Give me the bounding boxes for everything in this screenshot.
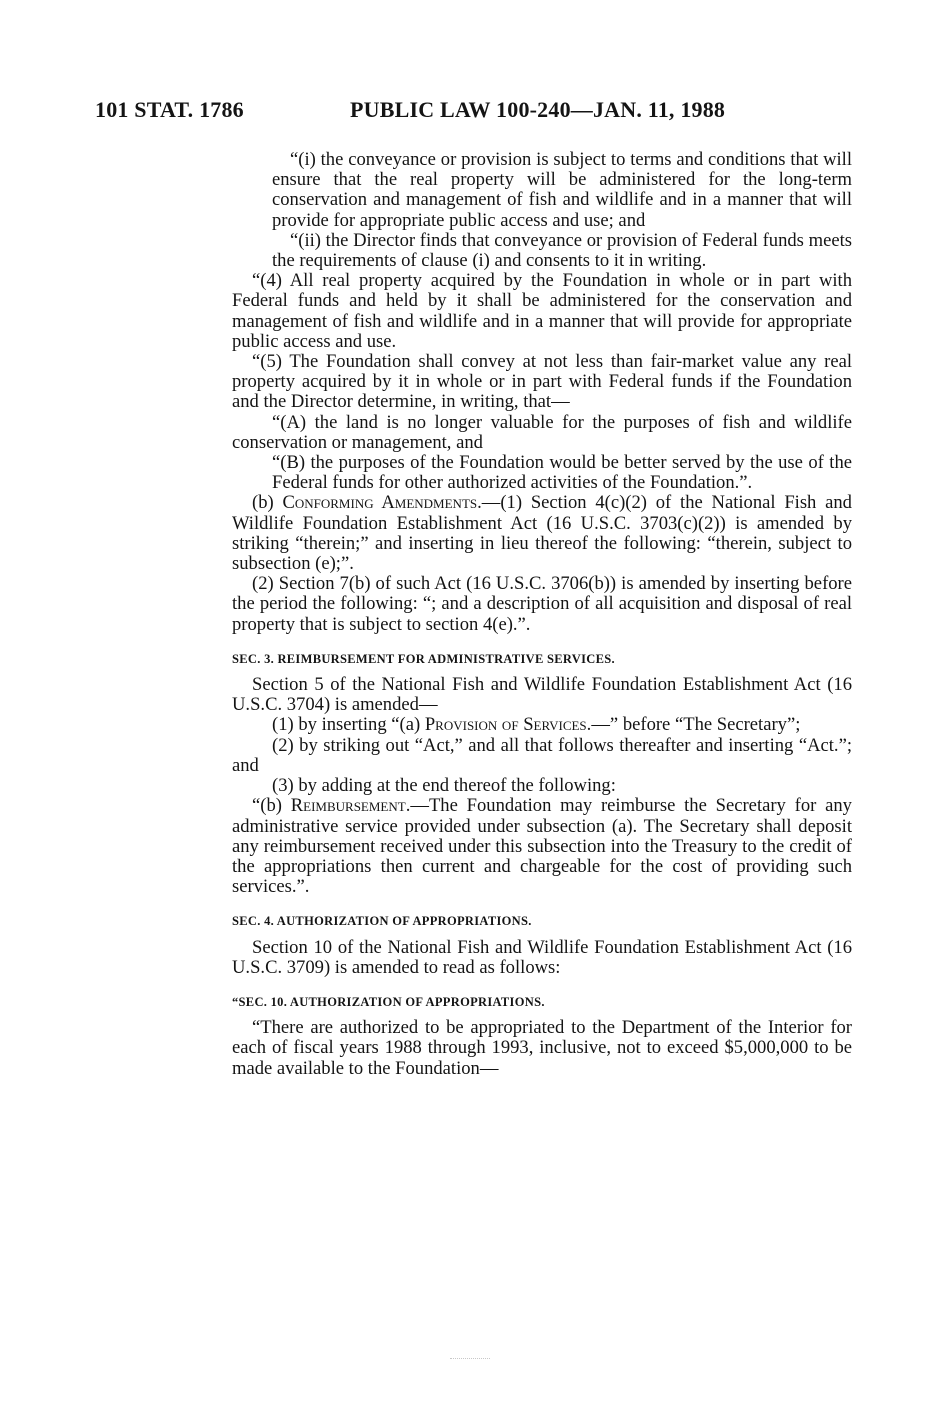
conforming-amendments-heading: Conforming Amendments. (282, 492, 482, 514)
reimbursement-text: —The Foundation may reimburse the Secretary for any administrative service provided under subsection (a). The Secretary shall deposit any reimbursement received under this subsection into the Treasury to the credit of the appropriations then current and chargeable for the cost of providing such services.”. (232, 795, 852, 898)
reimbursement-subsection (232, 796, 852, 897)
section-3-item-3: (3) by adding at the end thereof the following: (272, 775, 616, 797)
section-3-heading: SEC. 3. REIMBURSEMENT FOR ADMINISTRATIVE SERVICES. (232, 651, 615, 666)
section-10-heading: “SEC. 10. AUTHORIZATION OF APPROPRIATIONS. (232, 994, 545, 1009)
page-smudge-mark (450, 1358, 490, 1361)
conforming-amendments-1 (232, 493, 852, 574)
clause-i: “(i) the conveyance or provision is subject to terms and conditions that will ensure that the real property will be administered for the long-term conservation and management of fish and wildlife and in a manner that will provide for appropriate public access and use; and (272, 149, 852, 231)
paragraph-5: “(5) The Foundation shall convey at not less than fair-market value any real property acquired by it in whole or in part with Federal funds if the Foundation and the Director determine, in writing, that— (232, 351, 852, 413)
section-3-item-2: (2) by striking out “Act,” and all that follows thereafter and inserting “Act.”; and (232, 734, 852, 776)
conforming-amendments-2: (2) Section 7(b) of such Act (16 U.S.C. 3706(b)) is amended by inserting before the period the following: “; and a description of all acquisition and disposal of real property that is subject to section 4(e).”. (232, 573, 852, 635)
reimbursement-heading: Reimbursement. (290, 795, 411, 817)
page-header (95, 97, 750, 129)
section-4-intro: Section 10 of the National Fish and Wildlife Foundation Establishment Act (16 U.S.C. 3709) is amended to read as follows: (232, 936, 852, 978)
provision-of-services-heading: Provision of Services. (424, 714, 592, 736)
item-1-lead: (1) by inserting “(a) (272, 714, 425, 736)
section-3-intro: Section 5 of the National Fish and Wildlife Foundation Establishment Act (16 U.S.C. 3704) is amended— (232, 674, 852, 716)
conforming-amendments-text: —(1) Section 4(c)(2) of the National Fish and Wildlife Foundation Establishment Act (16 U.S.C. 3703(c)(2)) is amended by striking “therein;” and inserting in lieu thereof the following: “therein, subject to subsection (e);”. (232, 492, 852, 575)
subsection-b-label: (b) (252, 492, 283, 514)
section-10-text: “There are authorized to be appropriated to the Department of the Interior for each of fiscal years 1988 through 1993, inclusive, not to exceed $5,000,000 to be made available to the Foundation— (232, 1017, 852, 1079)
law-text-body (232, 150, 852, 1079)
section-3-item-1 (232, 715, 852, 735)
item-1-rest: —” before “The Secretary”; (591, 714, 801, 736)
subparagraph-b: “(B) the purposes of the Foundation would be better served by the use of the Federal funds for other authorized activities of the Foundation.”. (272, 452, 852, 494)
paragraph-4: “(4) All real property acquired by the Foundation in whole or in part with Federal funds and held by it shall be administered for the conservation and management of fish and wildlife and in a manner that will provide for appropriate public access and use. (232, 270, 852, 352)
section-4-heading: SEC. 4. AUTHORIZATION OF APPROPRIATIONS. (232, 914, 532, 929)
subparagraph-a: “(A) the land is no longer valuable for the purposes of fish and wildlife conservation or management, and (232, 411, 852, 453)
statute-page-reference: 101 STAT. 1786 (95, 97, 244, 122)
public-law-title: PUBLIC LAW 100-240—JAN. 11, 1988 (350, 97, 726, 122)
clause-ii: “(ii) the Director finds that conveyance or provision of Federal funds meets the requirements of clause (i) and consents to it in writing. (272, 229, 852, 272)
reimbursement-lead: “(b) (252, 795, 291, 817)
